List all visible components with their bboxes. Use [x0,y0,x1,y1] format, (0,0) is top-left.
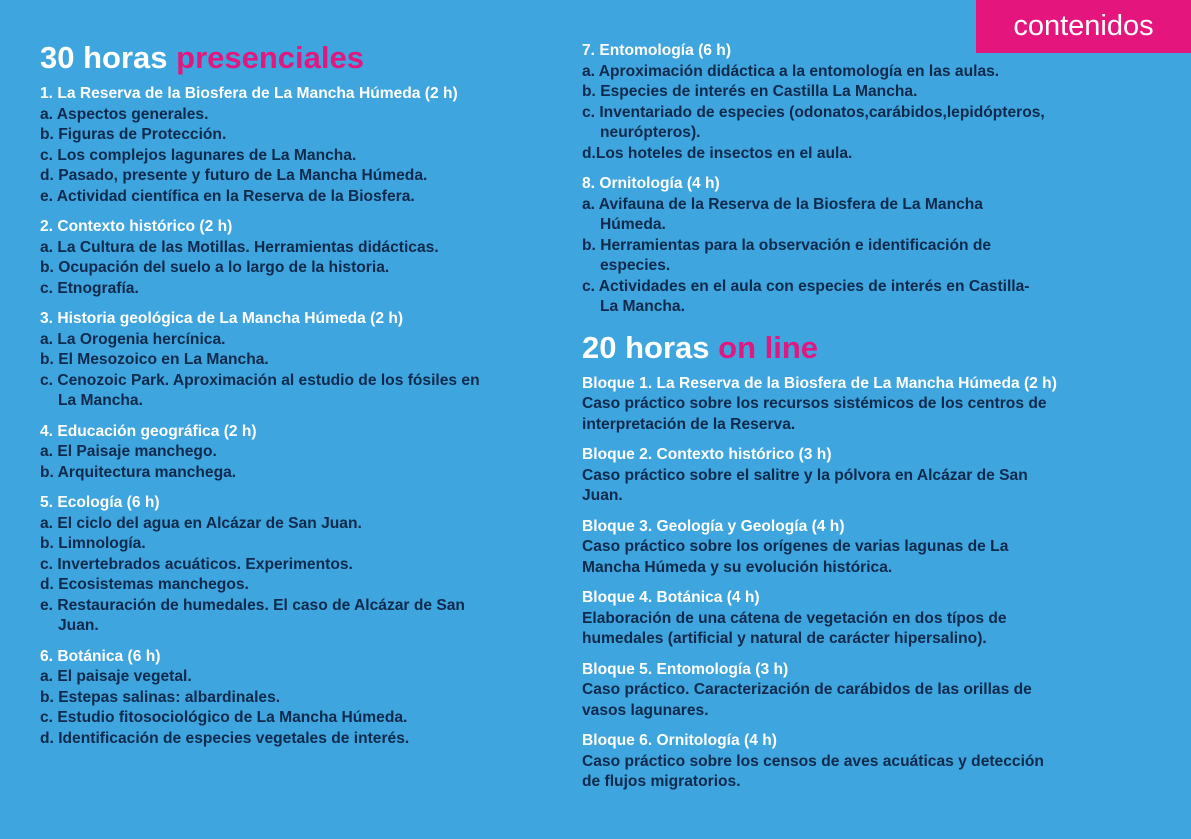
contenidos-badge: contenidos [976,0,1191,53]
section-item: d. Pasado, presente y futuro de La Mancha Húmeda. [40,167,428,184]
course-section [40,217,570,299]
online-title [582,328,1162,368]
section-heading: 2. Contexto histórico (2 h) [40,218,233,235]
block-text: Mancha Húmeda y su evolución histórica. [582,558,893,576]
section-item: c. Estudio fitosociológico de La Mancha Húmeda. [40,709,408,726]
title-part: 20 horas [582,329,710,365]
section-item: b. Ocupación del suelo a lo largo de la historia. [40,259,390,276]
section-item: c. Invertebrados acuáticos. Experimentos. [40,555,353,573]
section-item: b. Arquitectura manchega. [40,463,237,481]
block-text: Caso práctico sobre los orígenes de varias lagunas de La [582,538,1009,555]
block-heading: Bloque 3. Geología y Geología (4 h) [582,517,845,535]
block-heading: Bloque 6. Ornitología (4 h) [582,732,777,749]
block-text: Caso práctico sobre el salitre y la pólvora en Alcázar de San [582,466,1028,484]
section-heading: 1. La Reserva de la Biosfera de La Mancha Húmeda (2 h) [40,85,458,102]
course-section [40,422,570,484]
section-item: neurópteros). [600,124,701,141]
section-item: b. Herramientas para la observación e identificación de [582,236,992,254]
presencial-title [40,38,570,78]
title-part: 30 horas [40,40,168,75]
section-heading: 5. Ecología (6 h) [40,494,160,511]
online-block [582,517,1162,579]
block-text: de flujos migratorios. [582,773,741,790]
course-section [40,493,570,637]
title-highlight: on line [718,329,819,365]
section-item: c. Los complejos lagunares de La Mancha. [40,146,357,164]
section-item: d. Identificación de especies vegetales de interés. [40,729,410,747]
online-block [582,731,1162,793]
online-block [582,588,1162,650]
course-section [582,41,1162,164]
section-item: c. Inventariado de especies (odonatos,carábidos,lepidópteros, [582,103,1045,121]
presencial-column [40,38,570,759]
block-text: Caso práctico sobre los recursos sistémicos de los centros de [582,395,1047,412]
section-item: a. Avifauna de la Reserva de la Biosfera de La Mancha [582,195,983,213]
right-column [582,41,1162,803]
block-heading: Bloque 5. Entomología (3 h) [582,660,789,678]
block-heading: Bloque 1. La Reserva de la Biosfera de La Mancha Húmeda (2 h) [582,374,1057,392]
block-text: Elaboración de una cátena de vegetación en dos típos de [582,609,1007,627]
section-item: e. Restauración de humedales. El caso de Alcázar de San [40,596,465,614]
section-item: La Mancha. [58,392,143,409]
section-item: a. El paisaje vegetal. [40,668,192,685]
section-item: Húmeda. [600,216,666,233]
title-highlight: presenciales [176,40,364,75]
block-heading: Bloque 4. Botánica (4 h) [582,589,760,606]
section-item: Juan. [58,617,99,634]
section-item: a. El Paisaje manchego. [40,443,217,460]
block-text: Juan. [582,487,623,504]
section-item: a. El ciclo del agua en Alcázar de San Juan. [40,514,362,532]
block-text: vasos lagunares. [582,701,709,719]
section-heading: 8. Ornitología (4 h) [582,175,720,192]
section-item: especies. [600,257,671,274]
block-heading: Bloque 2. Contexto histórico (3 h) [582,446,832,463]
course-section [40,84,570,207]
section-item: c. Etnografía. [40,279,139,297]
section-item: b. Figuras de Protección. [40,126,227,143]
section-item: d. Ecosistemas manchegos. [40,576,249,593]
section-item: b. Limnología. [40,535,146,552]
section-item: a. La Orogenia hercínica. [40,330,226,348]
section-item: b. Especies de interés en Castilla La Mancha. [582,83,918,100]
online-block [582,660,1162,722]
section-item: a. La Cultura de las Motillas. Herramientas didácticas. [40,238,439,256]
block-text: Caso práctico sobre los censos de aves acuáticas y detección [582,752,1044,770]
section-item: c. Cenozoic Park. Aproximación al estudio de los fósiles en [40,371,480,389]
block-text: Caso práctico. Caracterización de carábidos de las orillas de [582,681,1032,698]
section-heading: 3. Historia geológica de La Mancha Húmeda (2 h) [40,310,404,327]
course-section [582,174,1162,318]
online-block [582,374,1162,436]
section-heading: 7. Entomología (6 h) [582,42,732,59]
section-item: b. El Mesozoico en La Mancha. [40,351,269,368]
online-block [582,445,1162,507]
block-text: interpretación de la Reserva. [582,415,796,433]
section-item: e. Actividad científica en la Reserva de la Biosfera. [40,187,415,205]
section-item: a. Aproximación didáctica a la entomología en las aulas. [582,62,1000,80]
section-item: La Mancha. [600,298,685,315]
course-section [40,309,570,412]
course-section [40,647,570,750]
section-heading: 4. Educación geográfica (2 h) [40,422,257,440]
block-text: humedales (artificial y natural de carácter hipersalino). [582,630,987,647]
section-item: a. Aspectos generales. [40,105,209,123]
section-item: d.Los hoteles de insectos en el aula. [582,144,853,162]
section-item: b. Estepas salinas: albardinales. [40,688,281,706]
section-item: c. Actividades en el aula con especies de interés en Castilla- [582,277,1030,295]
section-heading: 6. Botánica (6 h) [40,647,161,665]
